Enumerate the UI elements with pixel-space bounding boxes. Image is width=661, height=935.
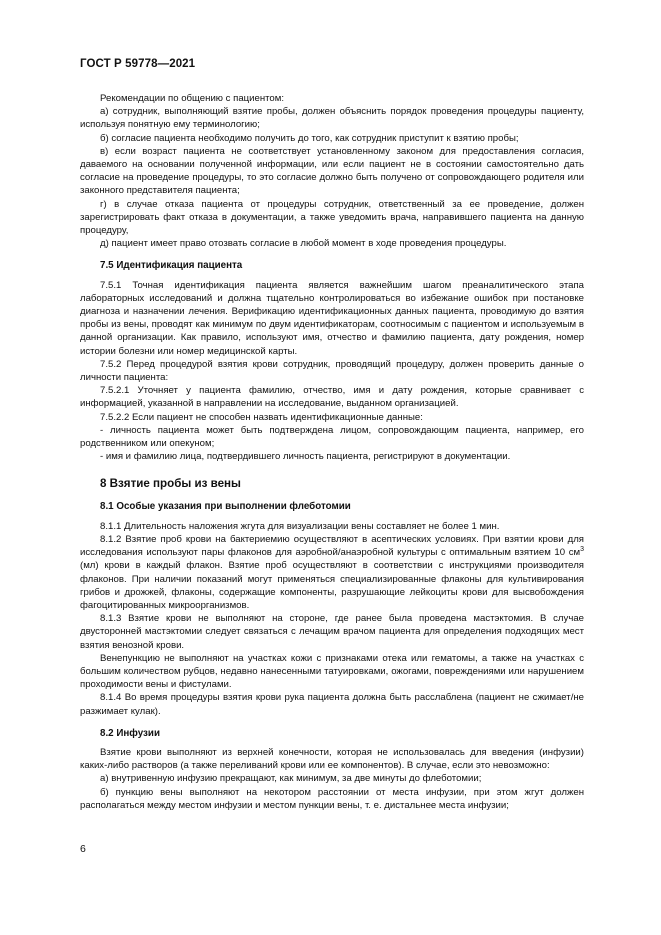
document-header: ГОСТ Р 59778—2021 bbox=[80, 58, 196, 70]
communication-item-b: б) согласие пациента необходимо получить до того, как сотрудник приступит к взятию пробы; bbox=[100, 132, 519, 144]
communication-item-v: в) если возраст пациента не соответствует установленному законом для предоставления согласия, даваемого на основании полученной информации, или если пациент не в состоянии самостоятельно дать согласие на проведение процедуры, то это согласие должно быть получено от сопровождающего родителя или законного представителя пациента; bbox=[80, 145, 584, 197]
paragraph-7-5-2-1: 7.5.2.1 Уточняет у пациента фамилию, отчество, имя и дату рождения, которые сравнивает с информацией, указанной в направлении на исследование, выданном организацией. bbox=[80, 385, 584, 410]
paragraph-7-5-2-2: 7.5.2.2 Если пациент не способен назвать идентификационные данные: bbox=[100, 411, 423, 423]
section-8-heading: 8 Взятие пробы из вены bbox=[100, 477, 241, 491]
paragraph-8-1-1: 8.1.1 Длительность наложения жгута для визуализации вены составляет не более 1 мин. bbox=[100, 520, 500, 532]
dash-item-2: - имя и фамилию лица, подтвердившего личность пациента, регистрируют в документации. bbox=[100, 451, 511, 463]
paragraph-8-2: Взятие крови выполняют из верхней конечности, которая не использовалась для введения (инфузии) каких-либо растворов (а также переливаний крови или ее компонентов). В случае, если это невозможно: bbox=[80, 746, 584, 772]
paragraph-8-1-3-venipuncture: Венепункцию не выполняют на участках кожи с признаками отека или гематомы, а также на участках с большим количеством рубцов, недавно нанесенными татуировками, ожогами, повреждениями или нарушением проходимости вены и фистулами. bbox=[80, 652, 584, 691]
section-8-1-heading: 8.1 Особые указания при выполнении флеботомии bbox=[100, 501, 351, 513]
paragraph-8-1-2-part1: 8.1.2 Взятие проб крови на бактериемию осуществляют в асептических условиях. При взятии крови для исследования используют пары флаконов для аэробной/анаэробной культуры с оптимальным взятием 10 см bbox=[80, 533, 584, 559]
section-7-5-heading: 7.5 Идентификация пациента bbox=[100, 260, 243, 272]
section-8-2-heading: 8.2 Инфузии bbox=[100, 727, 160, 739]
paragraph-8-1-2 bbox=[80, 533, 584, 612]
paragraph-7-5-1: 7.5.1 Точная идентификация пациента является важнейшим шагом преаналитического этапа лабораторных исследований и должна тщательно контролироваться во избежание ошибок при постановке диагноза и назначении лечения. Верификацию идентификационных данных пациента, проводимую до взятия пробы из вены, проводят как минимум по двум идентификаторам, соотносимым с пациентом и используемым в данной организации. Как правило, используют имя, отчество и фамилию пациента, дату рождения, номер истории болезни или номер медицинской карты. bbox=[80, 279, 584, 357]
paragraph-8-1-4: 8.1.4 Во время процедуры взятия крови рука пациента должна быть расслаблена (пациент не сжимает/не разжимает кулак). bbox=[80, 692, 584, 717]
dash-item-1: - личность пациента может быть подтверждена лицом, сопровождающим пациента, например, его родственником или опекуном; bbox=[80, 424, 584, 450]
communication-item-a: а) сотрудник, выполняющий взятие пробы, должен объяснить порядок проведения процедуры пациенту, используя понятную ему терминологию; bbox=[80, 106, 584, 131]
page-number: 6 bbox=[80, 843, 86, 855]
document-body bbox=[80, 92, 584, 812]
communication-item-d: д) пациент имеет право отозвать согласие в любой момент в ходе проведения процедуры. bbox=[100, 238, 507, 250]
communication-item-g: г) в случае отказа пациента от процедуры сотрудник, ответственный за ее проведение, должен зарегистрировать факт отказа в документации, а также уведомить врача, направившего пациента на данную процедуру, bbox=[80, 198, 584, 237]
communication-intro: Рекомендации по общению с пациентом: bbox=[100, 93, 285, 104]
superscript-3: 3 bbox=[580, 545, 584, 553]
paragraph-8-2-a: а) внутривенную инфузию прекращают, как минимум, за две минуты до флеботомии; bbox=[100, 773, 482, 785]
paragraph-8-1-2-part2: (мл) крови в каждый флакон. Взятие проб осуществляют в соответствии с инструкциями производителя флаконов. При наличии показаний могут применяться специализированные флаконы для культивирования грибов и дрожжей, флаконы, содержащие компоненты, разрушающие лейкоциты крови для высвобождения фагоцитированных микроорганизмов. bbox=[80, 560, 584, 611]
paragraph-8-2-b: б) пункцию вены выполняют на некотором расстоянии от места инфузии, при этом жгут должен располагаться между местом инфузии и местом пункции вены, т. е. дистальнее места инфузии; bbox=[80, 786, 584, 811]
paragraph-7-5-2: 7.5.2 Перед процедурой взятия крови сотрудник, проводящий процедуру, должен проверить данные о личности пациента: bbox=[80, 358, 584, 384]
paragraph-8-1-3: 8.1.3 Взятие крови не выполняют на стороне, где ранее была проведена мастэктомия. В случае двусторонней мастэктомии следует связаться с лечащим врачом пациента для определения подходящих мест взятия венозной крови. bbox=[80, 613, 584, 651]
